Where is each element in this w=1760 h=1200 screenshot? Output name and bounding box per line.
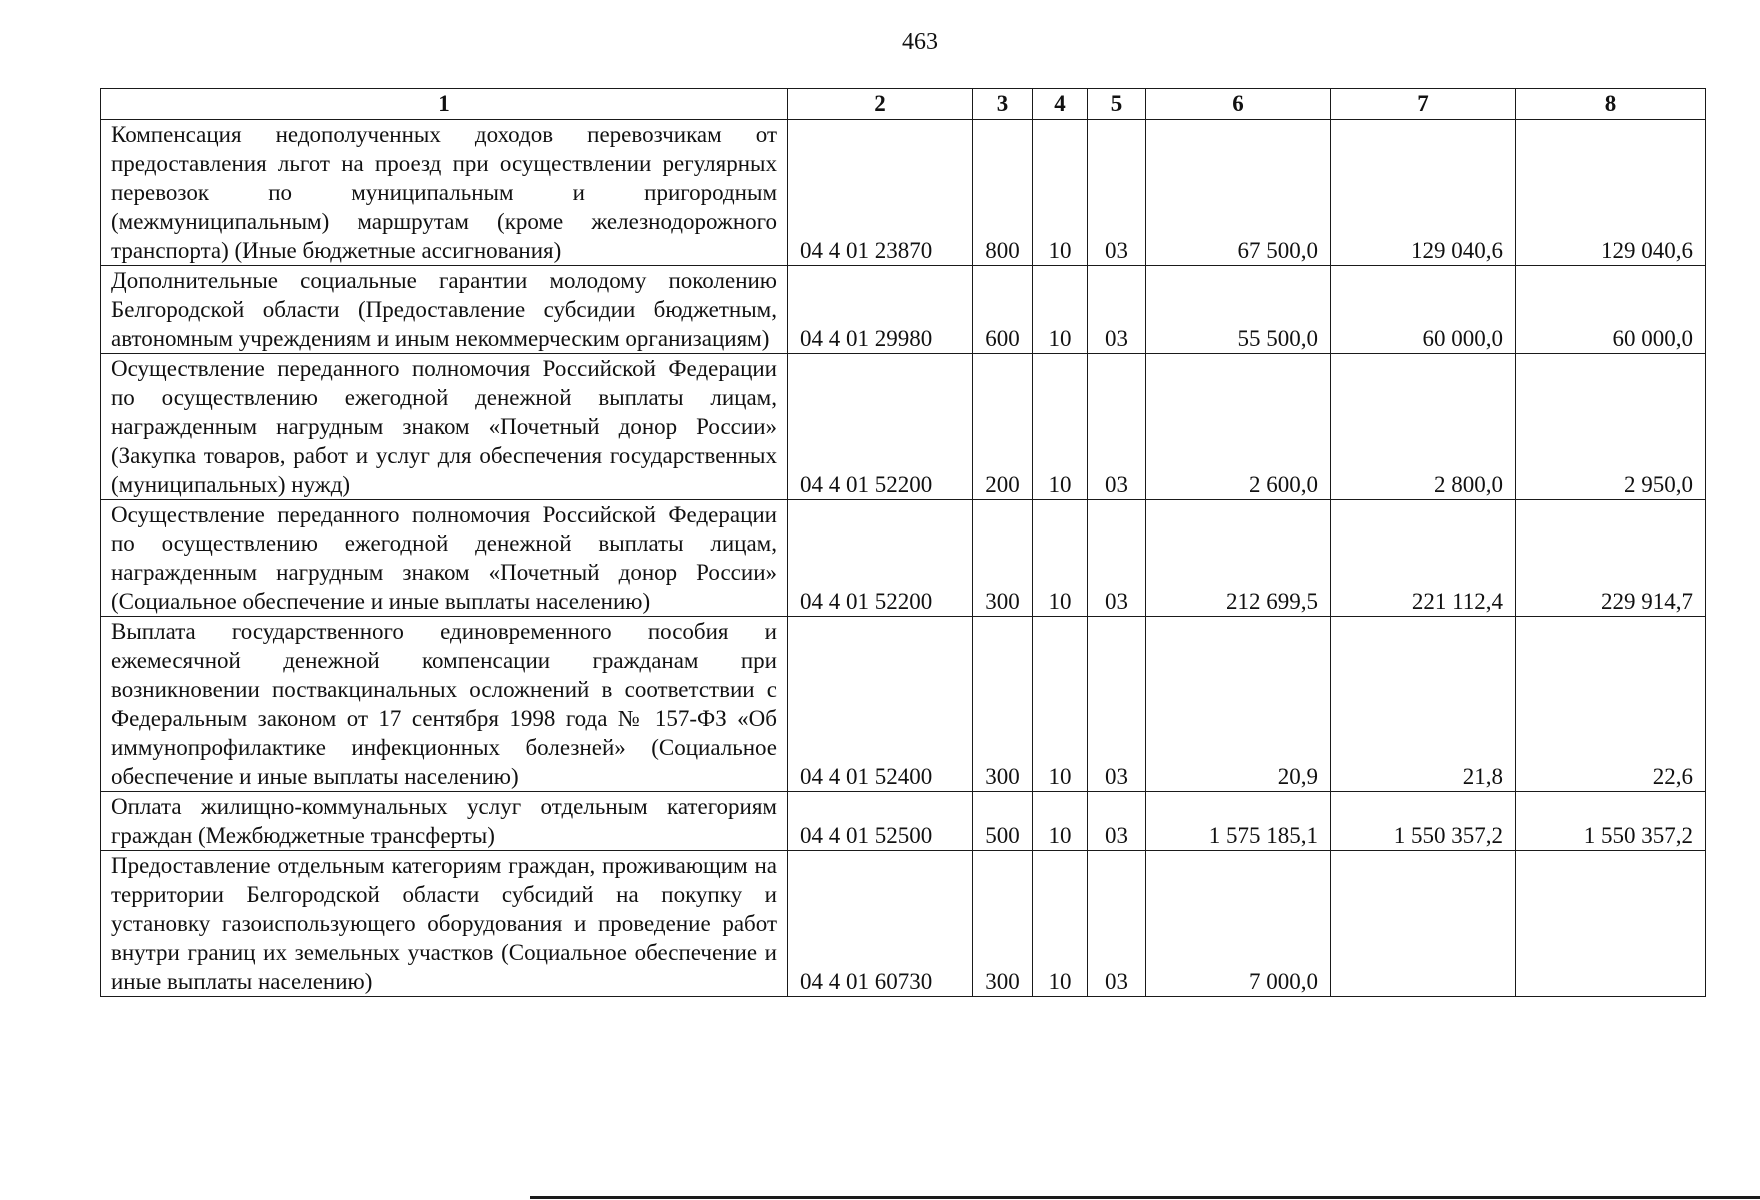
row-col-6: 2 600,0: [1146, 354, 1331, 500]
row-col-3: 500: [973, 792, 1033, 851]
row-col-5: 03: [1088, 851, 1146, 997]
row-description: Предоставление отдельным категориям граждан, проживающим на территории Белгородской области субсидий на покупку и установку газоиспользующего оборудования и проведение работ внутри границ их земельных участков (Социальное обеспечение и иные выплаты населению): [101, 851, 788, 997]
row-col-8: 2 950,0: [1516, 354, 1706, 500]
table-row: [101, 851, 1706, 997]
row-description: Осуществление переданного полномочия Российской Федерации по осуществлению ежегодной денежной выплаты лицам, награжденным нагрудным знаком «Почетный донор России» (Закупка товаров, работ и услуг для обеспечения государственных (муниципальных) нужд): [101, 354, 788, 500]
row-col-8: 129 040,6: [1516, 120, 1706, 266]
row-col-5: 03: [1088, 500, 1146, 617]
bottom-rule: [530, 1196, 1760, 1199]
row-col-8: 22,6: [1516, 617, 1706, 792]
row-col-3: 300: [973, 617, 1033, 792]
row-description: Выплата государственного единовременного пособия и ежемесячной денежной компенсации гражданам при возникновении поствакцинальных осложнений в соответствии с Федеральным законом от 17 сентября 1998 года № 157-ФЗ «Об иммунопрофилактике инфекционных болезней» (Социальное обеспечение и иные выплаты населению): [101, 617, 788, 792]
row-col-6: 1 575 185,1: [1146, 792, 1331, 851]
row-col-5: 03: [1088, 120, 1146, 266]
row-col-4: 10: [1033, 266, 1088, 354]
row-col-4: 10: [1033, 500, 1088, 617]
row-col-3: 200: [973, 354, 1033, 500]
row-col-7: 221 112,4: [1331, 500, 1516, 617]
table-row: [101, 792, 1706, 851]
row-col-8: [1516, 851, 1706, 997]
row-col-8: 1 550 357,2: [1516, 792, 1706, 851]
row-col-6: 20,9: [1146, 617, 1331, 792]
row-col-6: 7 000,0: [1146, 851, 1331, 997]
budget-table: [100, 88, 1706, 997]
header-row: [101, 89, 1706, 120]
row-description: Компенсация недополученных доходов перевозчикам от предоставления льгот на проезд при осуществлении регулярных перевозок по муниципальным и пригородным (межмуниципальным) маршрутам (кроме железнодорожного транспорта) (Иные бюджетные ассигнования): [101, 120, 788, 266]
row-col-7: 2 800,0: [1331, 354, 1516, 500]
row-col-5: 03: [1088, 266, 1146, 354]
row-col-5: 03: [1088, 354, 1146, 500]
row-col-4: 10: [1033, 792, 1088, 851]
row-col-8: 60 000,0: [1516, 266, 1706, 354]
row-col-6: 67 500,0: [1146, 120, 1331, 266]
table-row: [101, 266, 1706, 354]
row-col-3: 600: [973, 266, 1033, 354]
row-code: 04 4 01 52500: [788, 792, 973, 851]
column-header-6: 6: [1146, 89, 1331, 120]
row-description: Осуществление переданного полномочия Российской Федерации по осуществлению ежегодной денежной выплаты лицам, награжденным нагрудным знаком «Почетный донор России» (Социальное обеспечение и иные выплаты населению): [101, 500, 788, 617]
column-header-8: 8: [1516, 89, 1706, 120]
row-col-3: 300: [973, 851, 1033, 997]
row-description: Оплата жилищно-коммунальных услуг отдельным категориям граждан (Межбюджетные трансферты): [101, 792, 788, 851]
column-header-2: 2: [788, 89, 973, 120]
row-col-3: 800: [973, 120, 1033, 266]
row-col-4: 10: [1033, 120, 1088, 266]
row-col-5: 03: [1088, 617, 1146, 792]
row-col-8: 229 914,7: [1516, 500, 1706, 617]
row-col-7: 1 550 357,2: [1331, 792, 1516, 851]
row-col-5: 03: [1088, 792, 1146, 851]
row-code: 04 4 01 52200: [788, 354, 973, 500]
row-code: 04 4 01 23870: [788, 120, 973, 266]
page-number: 463: [902, 29, 938, 55]
row-code: 04 4 01 60730: [788, 851, 973, 997]
row-col-7: 60 000,0: [1331, 266, 1516, 354]
row-col-7: [1331, 851, 1516, 997]
row-col-4: 10: [1033, 617, 1088, 792]
row-col-6: 212 699,5: [1146, 500, 1331, 617]
row-description: Дополнительные социальные гарантии молодому поколению Белгородской области (Предоставление субсидии бюджетным, автономным учреждениям и иным некоммерческим организациям): [101, 266, 788, 354]
table-row: [101, 120, 1706, 266]
column-header-3: 3: [973, 89, 1033, 120]
table-row: [101, 354, 1706, 500]
row-code: 04 4 01 29980: [788, 266, 973, 354]
column-header-7: 7: [1331, 89, 1516, 120]
row-col-4: 10: [1033, 851, 1088, 997]
row-col-6: 55 500,0: [1146, 266, 1331, 354]
column-header-4: 4: [1033, 89, 1088, 120]
row-code: 04 4 01 52200: [788, 500, 973, 617]
row-col-7: 21,8: [1331, 617, 1516, 792]
row-col-4: 10: [1033, 354, 1088, 500]
column-header-1: 1: [101, 89, 788, 120]
row-col-3: 300: [973, 500, 1033, 617]
row-code: 04 4 01 52400: [788, 617, 973, 792]
row-col-7: 129 040,6: [1331, 120, 1516, 266]
table-row: [101, 500, 1706, 617]
table-row: [101, 617, 1706, 792]
column-header-5: 5: [1088, 89, 1146, 120]
